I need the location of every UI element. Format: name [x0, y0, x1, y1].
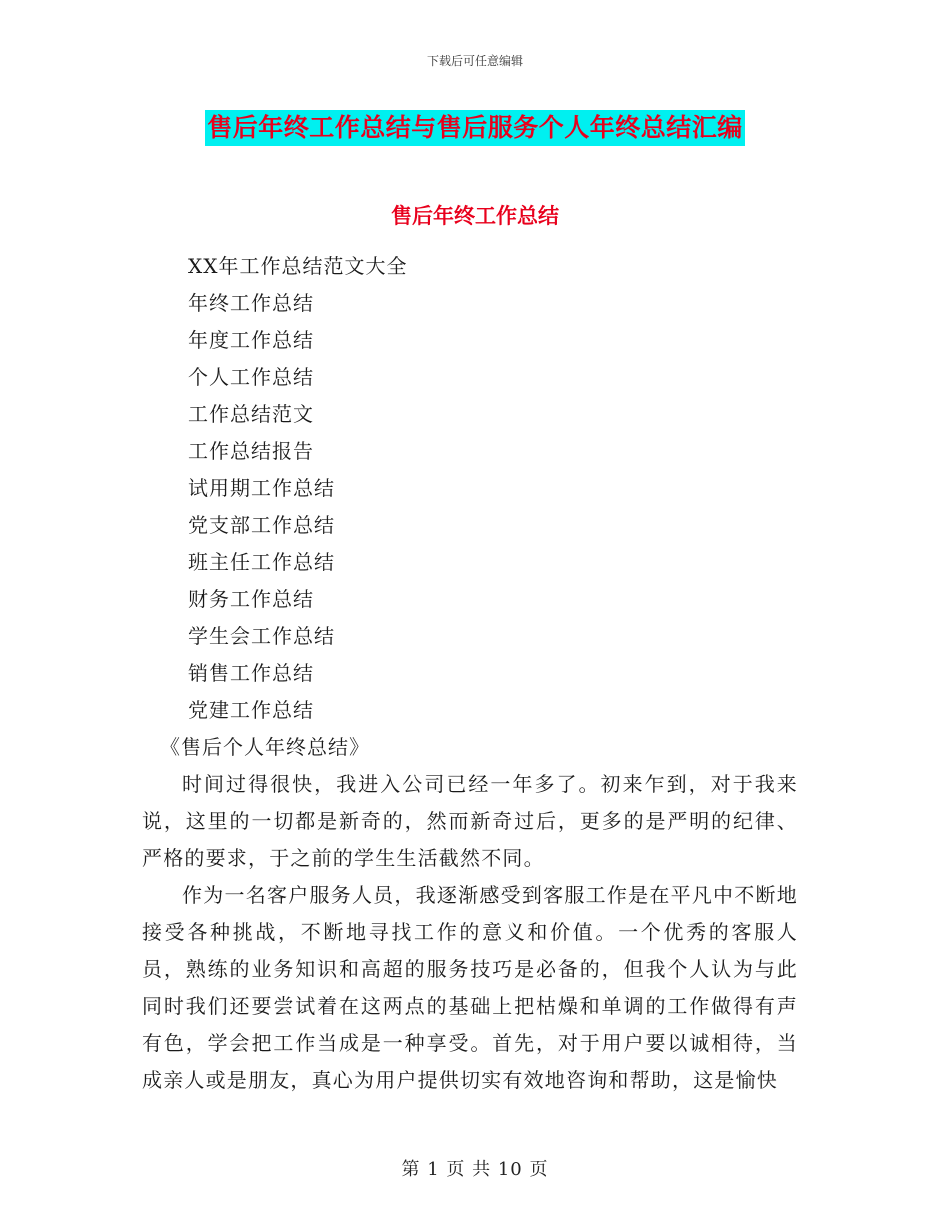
article-quote-title: 《售后个人年终总结》: [160, 735, 370, 759]
document-title-container: [0, 110, 950, 146]
list-item: 个人工作总结: [188, 365, 314, 389]
list-item: 年终工作总结: [188, 291, 314, 315]
list-item: 销售工作总结: [188, 661, 314, 685]
list-item: 年度工作总结: [188, 328, 314, 352]
page-header-note: 下载后可任意编辑: [426, 54, 523, 68]
list-item: 工作总结范文: [188, 402, 314, 426]
body-paragraph: 时间过得很快，我进入公司已经一年多了。初来乍到，对于我来说，这里的一切都是新奇的，然而新奇过后，更多的是严明的纪律、严格的要求，于之前的学生生活截然不同。: [142, 772, 798, 870]
topic-list: [188, 248, 407, 729]
list-item: 学生会工作总结: [188, 624, 335, 648]
list-item: XX年工作总结范文大全: [188, 254, 408, 278]
list-item: 班主任工作总结: [188, 550, 335, 574]
list-item: 工作总结报告: [188, 439, 314, 463]
list-item: 党建工作总结: [188, 698, 314, 722]
list-item: 财务工作总结: [188, 587, 314, 611]
list-item: 试用期工作总结: [188, 476, 335, 500]
list-item: 党支部工作总结: [188, 513, 335, 537]
page-number-footer: 第 1 页 共 10 页: [401, 1159, 549, 1180]
document-title: 售后年终工作总结与售后服务个人年终总结汇编: [205, 110, 745, 146]
body-paragraph: 作为一名客户服务人员，我逐渐感受到客服工作是在平凡中不断地接受各种挑战，不断地寻找工作的意义和价值。一个优秀的客服人员，熟练的业务知识和高超的服务技巧是必备的，但我个人认为与此同时我们还要尝试着在这两点的基础上把枯燥和单调的工作做得有声有色，学会把工作当成是一种享受。首先，对于用户要以诚相待，当成亲人或是朋友，真心为用户提供切实有效地咨询和帮助，这是愉快: [142, 883, 798, 1092]
section-title: 售后年终工作总结: [391, 204, 559, 228]
